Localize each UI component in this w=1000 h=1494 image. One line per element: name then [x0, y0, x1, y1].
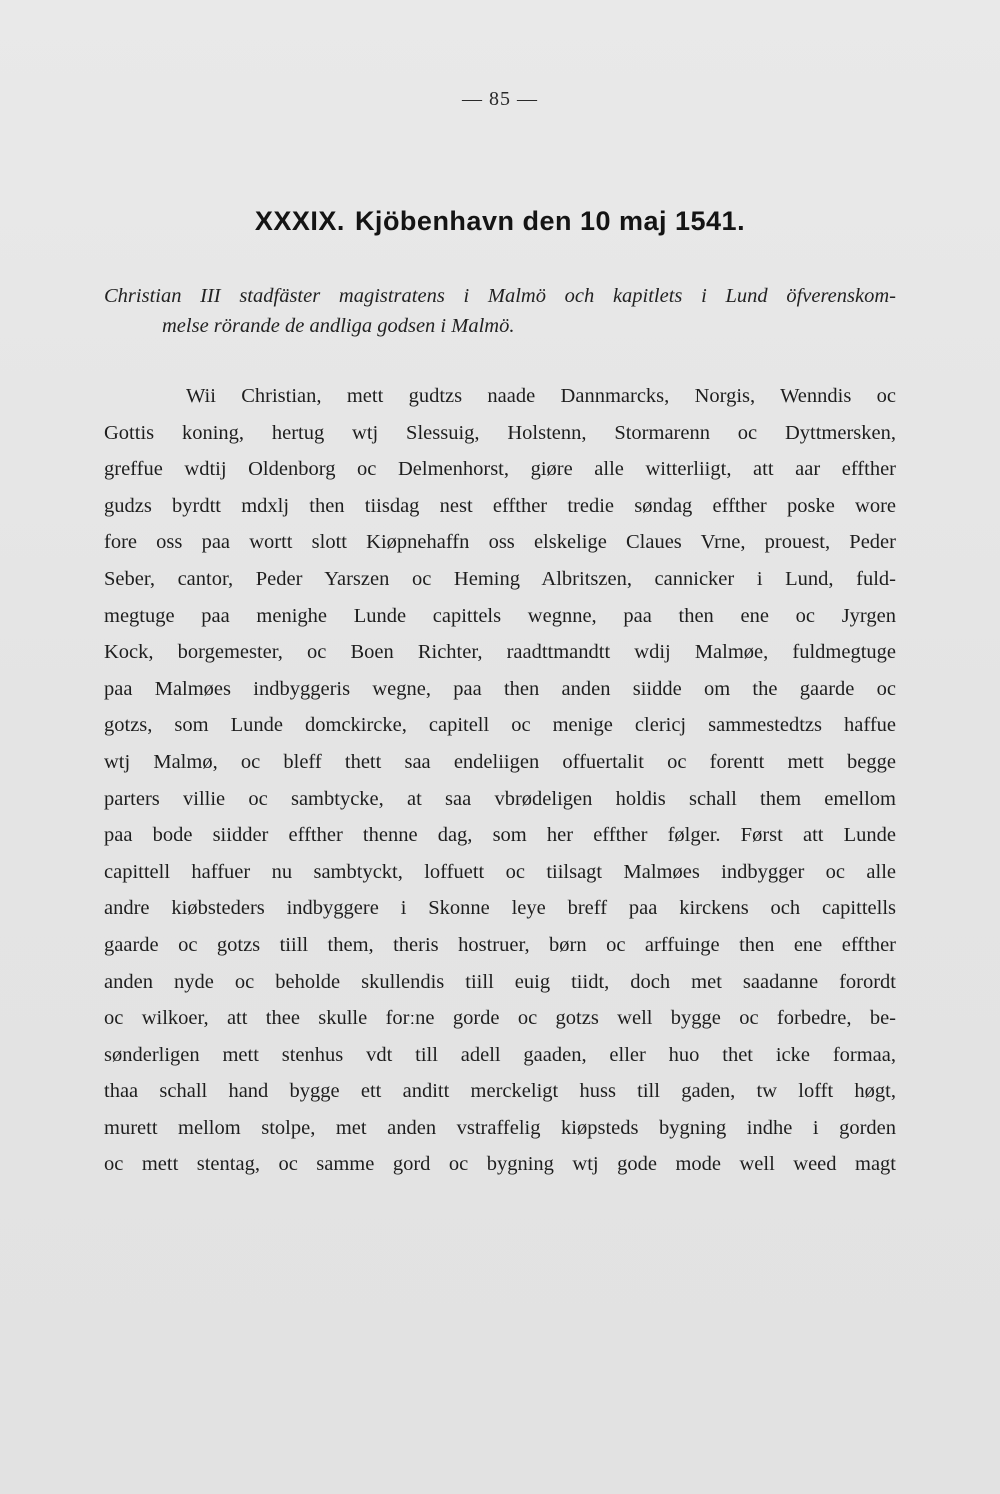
body-line: parters villie oc sambtycke, at saa vbrødeligen holdis schall them emellom — [104, 787, 896, 810]
body-line: oc mett stentag, oc samme gord oc bygning wtj gode mode well weed magt — [104, 1153, 896, 1176]
body-line: Wii Christian, mett gudtzs naade Dannmarcks, Norgis, Wenndis oc — [186, 385, 896, 407]
document-summary — [104, 281, 896, 341]
body-line: murett mellom stolpe, met anden vstraffelig kiøpsteds bygning indhe i gorden — [104, 1116, 896, 1139]
body-line: gotzs, som Lunde domckircke, capitell oc menige clericj sammestedtzs haffue — [104, 714, 896, 737]
body-line: fore oss paa wortt slott Kiøpnehaffn oss elskelige Claues Vrne, prouest, Peder — [104, 531, 896, 554]
body-text — [104, 378, 896, 1183]
body-line: gaarde oc gotzs tiill them, theris hostruer, børn oc arffuinge then ene effther — [104, 933, 896, 956]
summary-line-1: Christian III stadfäster magistratens i Malmö och kapitlets i Lund öfverenskom- — [104, 285, 896, 307]
body-line: Seber, cantor, Peder Yarszen oc Heming Albritszen, cannicker i Lund, fuld- — [104, 567, 896, 590]
body-line: sønderligen mett stenhus vdt till adell gaaden, eller huo thet icke formaa, — [104, 1043, 896, 1066]
body-line: oc wilkoer, att thee skulle forːne gorde oc gotzs well bygge oc forbedre, be- — [104, 1007, 896, 1030]
body-line: megtuge paa menighe Lunde capittels wegnne, paa then ene oc Jyrgen — [104, 604, 896, 627]
page-number: — 85 — — [462, 88, 538, 110]
document-title — [0, 206, 1000, 237]
document-number: XXXIX. — [254, 206, 345, 236]
body-line: Kock, borgemester, oc Boen Richter, raadttmandtt wdij Malmøe, fuldmegtuge — [104, 641, 896, 664]
body-line: paa Malmøes indbyggeris wegne, paa then anden siidde om the gaarde oc — [104, 677, 896, 700]
body-line: greffue wdtij Oldenborg oc Delmenhorst, giøre alle witterliigt, att aar effther — [104, 458, 896, 481]
body-line: thaa schall hand bygge ett anditt merckeligt huss till gaden, tw lofft høgt, — [104, 1080, 896, 1103]
body-line: andre kiøbsteders indbyggere i Skonne leye breff paa kirckens och capittells — [104, 897, 896, 920]
body-line: paa bode siidder effther thenne dag, som her effther følger. Først att Lunde — [104, 824, 896, 847]
body-line: capittell haffuer nu sambtyckt, loffuett oc tiilsagt Malmøes indbygger oc alle — [104, 860, 896, 883]
document-heading: Kjöbenhavn den 10 maj 1541. — [354, 206, 746, 236]
body-line: wtj Malmø, oc bleff thett saa endeliigen offuertalit oc forentt mett begge — [104, 750, 896, 773]
body-line: anden nyde oc beholde skullendis tiill euig tiidt, doch met saadanne forordt — [104, 970, 896, 993]
summary-line-2: melse rörande de andliga godsen i Malmö. — [162, 315, 515, 337]
body-line: gudzs byrdtt mdxlj then tiisdag nest effther tredie søndag effther poske wore — [104, 494, 896, 517]
body-line: Gottis koning, hertug wtj Slessuig, Holstenn, Stormarenn oc Dyttmersken, — [104, 421, 896, 444]
